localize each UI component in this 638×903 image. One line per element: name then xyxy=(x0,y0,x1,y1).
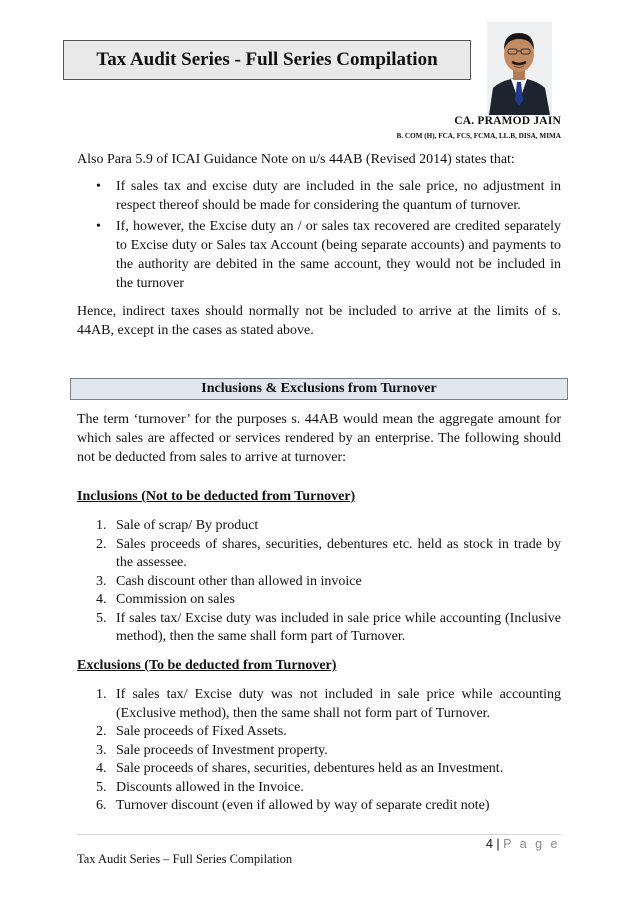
section-heading-bar xyxy=(70,378,568,400)
list-item: 2. Sales proceeds of shares, securities, debentures etc. held as stock in trade by the assessee. xyxy=(96,536,561,570)
document-title-box xyxy=(63,40,471,80)
conclusion-paragraph: Hence, indirect taxes should normally not be included to arrive at the limits of s. 44AB, except in the cases as stated above. xyxy=(77,304,561,338)
list-item: 4. Sale proceeds of shares, securities, debentures held as an Investment. xyxy=(96,761,504,776)
author-qualifications: B. COM (H), FCA, FCS, FCMA, LL.B, DISA, MIMA xyxy=(396,132,561,140)
page-number xyxy=(486,837,560,851)
list-item: 3. Cash discount other than allowed in invoice xyxy=(96,573,362,589)
section-paragraph: The term ‘turnover’ for the purposes s. 44AB would mean the aggregate amount for which sales are affected or services rendered by an enterprise. The following should not be deducted from sales to arrive at turnover: xyxy=(77,412,561,465)
author-name: CA. PRAMOD JAIN xyxy=(454,115,561,127)
exclusions-heading: Exclusions (To be deducted from Turnover) xyxy=(77,658,337,673)
list-item: 5. Discounts allowed in the Invoice. xyxy=(96,779,304,795)
list-item: 1. If sales tax/ Excise duty was not included in sale price while accounting (Exclusive method), then the same shall not form part of Turnover. xyxy=(96,687,561,721)
inclusions-heading: Inclusions (Not to be deducted from Turnover) xyxy=(77,489,356,504)
page-label: P a g e xyxy=(503,837,560,851)
list-item: 1. Sale of scrap/ By product xyxy=(96,518,259,533)
section-heading: Inclusions & Exclusions from Turnover xyxy=(201,381,437,396)
page-number-separator: | xyxy=(496,837,500,851)
footer-divider xyxy=(77,834,561,835)
list-item: 4. Commission on sales xyxy=(96,592,236,607)
exclusions-list xyxy=(77,686,561,816)
list-item: 2. Sale proceeds of Fixed Assets. xyxy=(96,724,287,739)
intro-bullet-list xyxy=(77,177,561,295)
document-title: Tax Audit Series - Full Series Compilation xyxy=(96,49,438,70)
inclusions-list xyxy=(77,517,561,647)
bullet-item: • If, however, the Excise duty an / or sales tax recovered are credited separately to Excise duty or Sales tax Account (being separate accounts) and payments to the authority are debited in the same account, they would not be included in the turnover xyxy=(96,219,561,291)
list-item: 6. Turnover discount (even if allowed by way of separate credit note) xyxy=(96,798,490,813)
bullet-icon: • xyxy=(96,179,101,194)
bullet-item: • If sales tax and excise duty are included in the sale price, no adjustment in respect thereof should be made for considering the quantum of turnover. xyxy=(96,179,561,213)
list-item: 5. If sales tax/ Excise duty was included in sale price while accounting (Inclusive method), then the same shall form part of Turnover. xyxy=(96,610,561,644)
author-photo xyxy=(487,22,552,115)
bullet-icon: • xyxy=(96,219,101,234)
list-item: 3. Sale proceeds of Investment property. xyxy=(96,742,328,758)
author-block xyxy=(396,115,561,140)
intro-paragraph: Also Para 5.9 of ICAI Guidance Note on u/s 44AB (Revised 2014) states that: xyxy=(77,152,515,167)
footer-series-text: Tax Audit Series – Full Series Compilation xyxy=(77,852,293,866)
page-number-value: 4 xyxy=(485,837,493,851)
